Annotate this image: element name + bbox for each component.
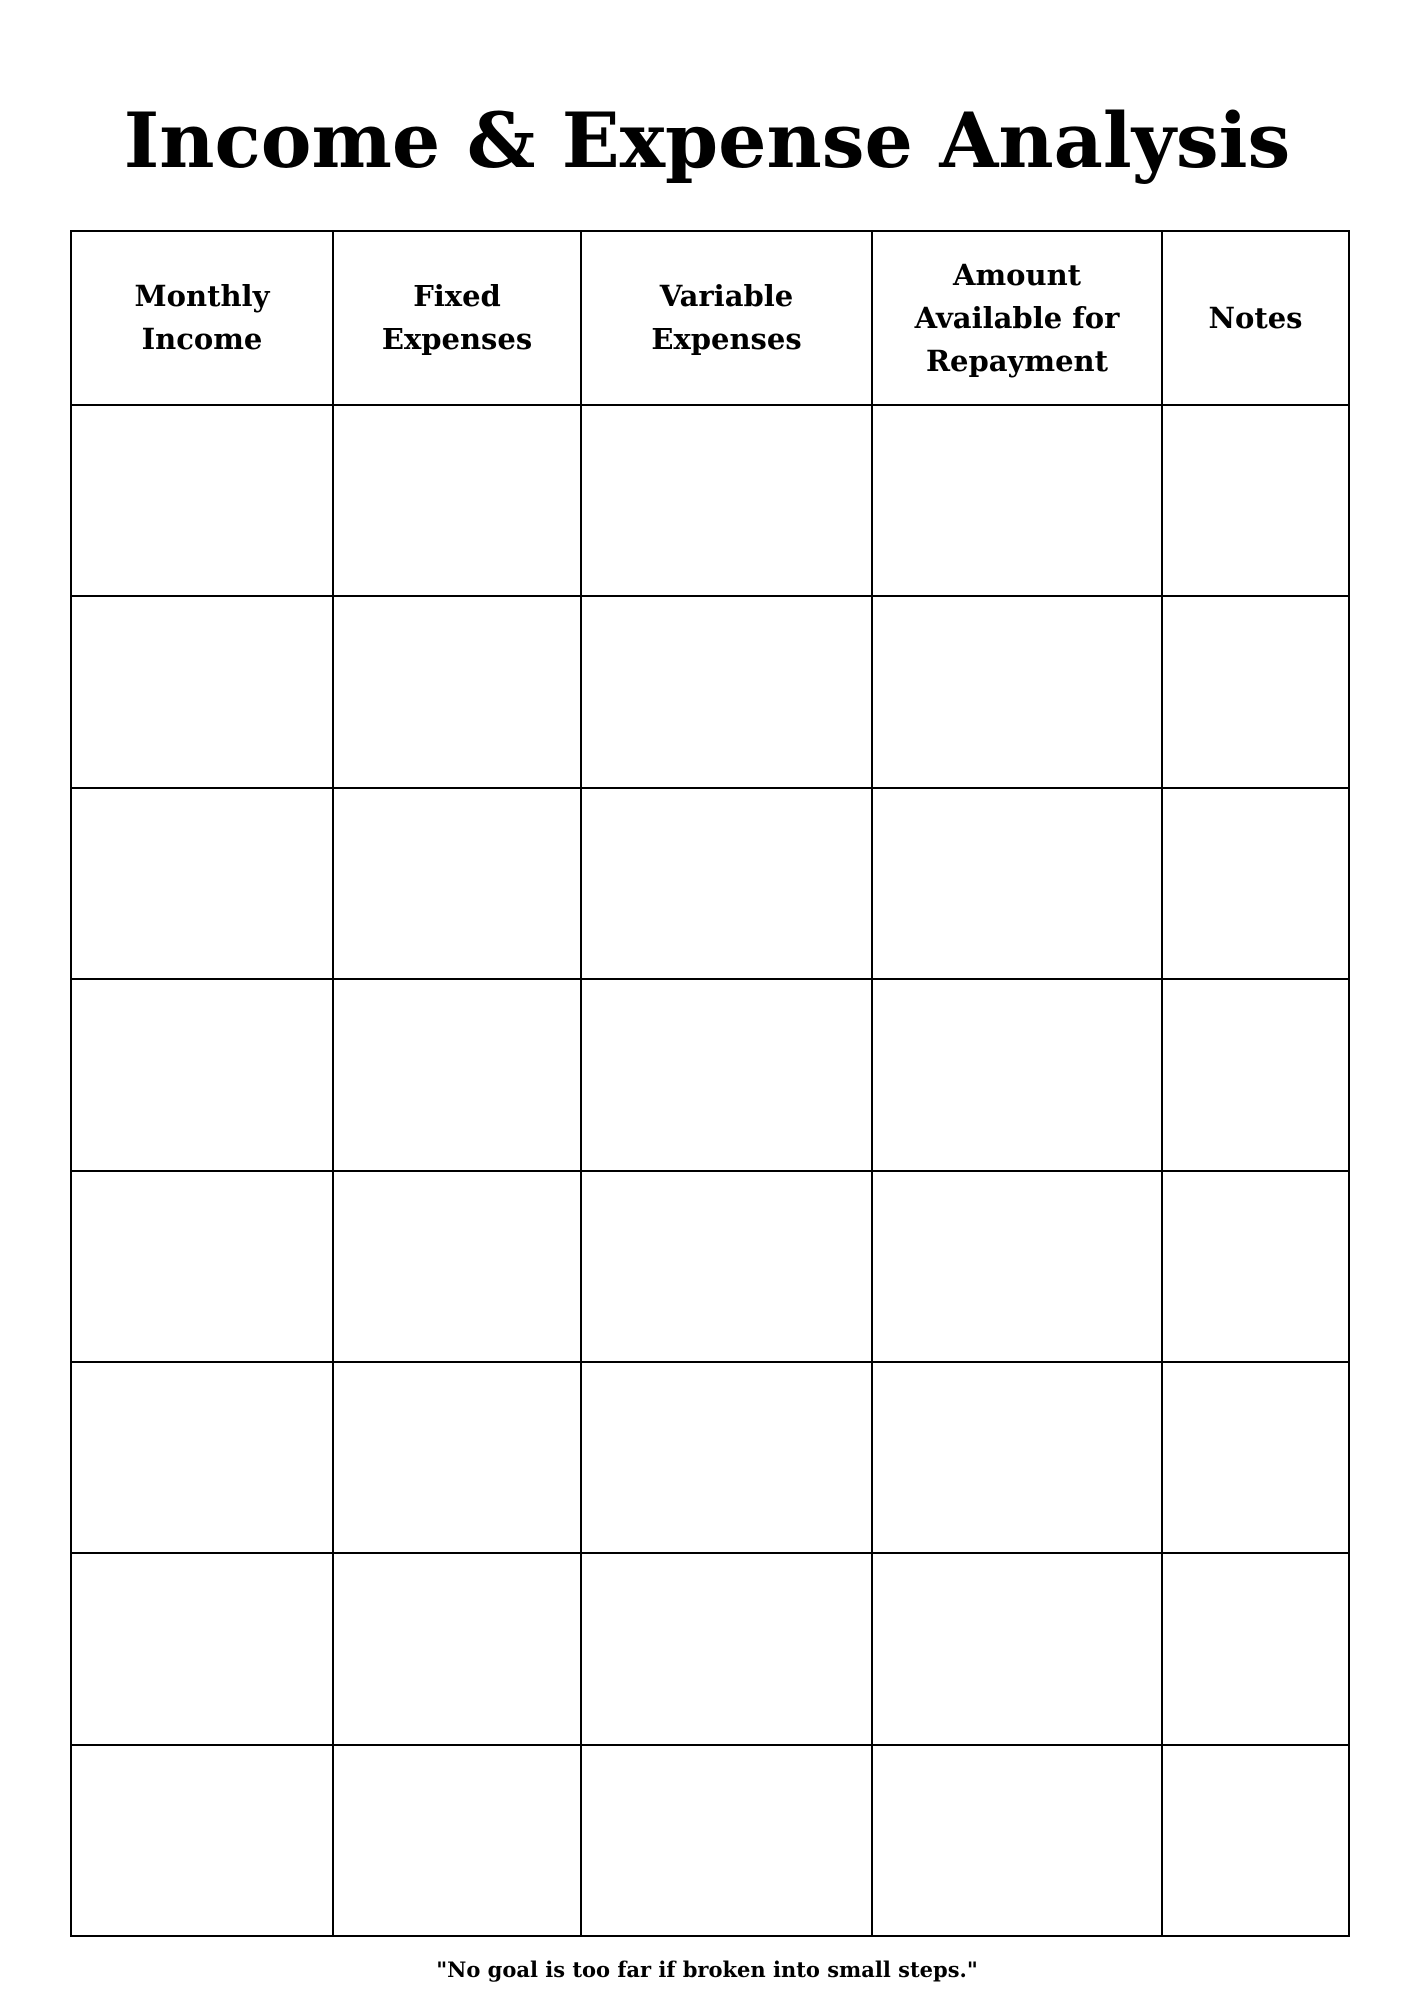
cell-monthly-income[interactable]	[71, 1553, 333, 1744]
cell-fixed-expenses[interactable]	[333, 979, 581, 1170]
table-row	[71, 1553, 1349, 1744]
cell-variable-expenses[interactable]	[581, 979, 872, 1170]
cell-amount-available[interactable]	[872, 1745, 1162, 1936]
footer-quote: "No goal is too far if broken into small steps."	[436, 1957, 978, 1982]
cell-monthly-income[interactable]	[71, 1171, 333, 1362]
cell-notes[interactable]	[1162, 979, 1349, 1170]
cell-notes[interactable]	[1162, 788, 1349, 979]
cell-monthly-income[interactable]	[71, 1362, 333, 1553]
header-monthly-income: Monthly Income	[71, 231, 333, 405]
page-title: Income & Expense Analysis	[123, 96, 1291, 185]
table-row	[71, 1745, 1349, 1936]
cell-amount-available[interactable]	[872, 596, 1162, 787]
cell-amount-available[interactable]	[872, 1553, 1162, 1744]
cell-notes[interactable]	[1162, 405, 1349, 596]
cell-monthly-income[interactable]	[71, 1745, 333, 1936]
cell-fixed-expenses[interactable]	[333, 788, 581, 979]
cell-variable-expenses[interactable]	[581, 1362, 872, 1553]
cell-amount-available[interactable]	[872, 1171, 1162, 1362]
header-notes: Notes	[1162, 231, 1349, 405]
cell-fixed-expenses[interactable]	[333, 405, 581, 596]
cell-fixed-expenses[interactable]	[333, 1362, 581, 1553]
cell-variable-expenses[interactable]	[581, 1553, 872, 1744]
cell-fixed-expenses[interactable]	[333, 1745, 581, 1936]
table-row	[71, 1362, 1349, 1553]
cell-variable-expenses[interactable]	[581, 405, 872, 596]
cell-variable-expenses[interactable]	[581, 596, 872, 787]
cell-monthly-income[interactable]	[71, 596, 333, 787]
cell-fixed-expenses[interactable]	[333, 596, 581, 787]
table-row	[71, 788, 1349, 979]
cell-fixed-expenses[interactable]	[333, 1171, 581, 1362]
cell-variable-expenses[interactable]	[581, 1171, 872, 1362]
cell-fixed-expenses[interactable]	[333, 1553, 581, 1744]
table-row	[71, 405, 1349, 596]
cell-notes[interactable]	[1162, 1362, 1349, 1553]
table-row	[71, 596, 1349, 787]
header-amount-available: Amount Available for Repayment	[872, 231, 1162, 405]
header-row	[71, 231, 1349, 405]
header-variable-expenses: Variable Expenses	[581, 231, 872, 405]
cell-monthly-income[interactable]	[71, 979, 333, 1170]
cell-amount-available[interactable]	[872, 979, 1162, 1170]
cell-variable-expenses[interactable]	[581, 1745, 872, 1936]
cell-notes[interactable]	[1162, 596, 1349, 787]
cell-amount-available[interactable]	[872, 788, 1162, 979]
cell-variable-expenses[interactable]	[581, 788, 872, 979]
cell-notes[interactable]	[1162, 1171, 1349, 1362]
table-row	[71, 979, 1349, 1170]
table-row	[71, 1171, 1349, 1362]
cell-notes[interactable]	[1162, 1553, 1349, 1744]
header-fixed-expenses: Fixed Expenses	[333, 231, 581, 405]
cell-monthly-income[interactable]	[71, 788, 333, 979]
cell-amount-available[interactable]	[872, 1362, 1162, 1553]
income-expense-table	[70, 230, 1350, 1937]
cell-amount-available[interactable]	[872, 405, 1162, 596]
cell-monthly-income[interactable]	[71, 405, 333, 596]
cell-notes[interactable]	[1162, 1745, 1349, 1936]
